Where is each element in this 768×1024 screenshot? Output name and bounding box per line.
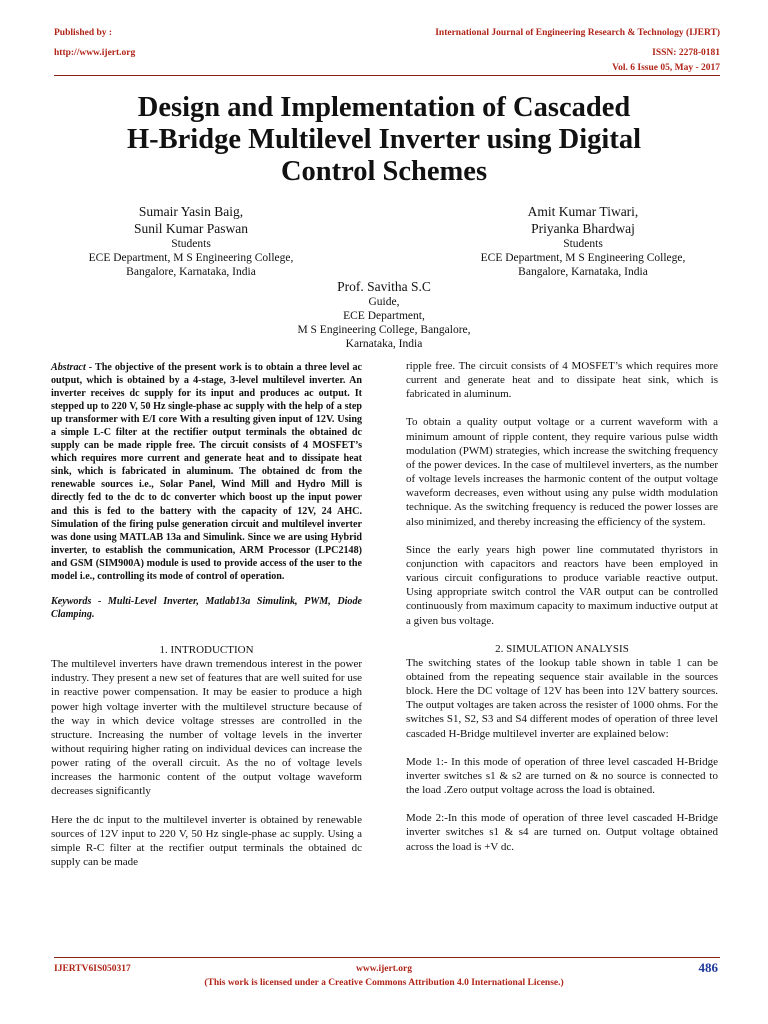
left-column: [51, 361, 362, 869]
title-line-2: H-Bridge Multilevel Inverter using Digital: [126, 124, 641, 155]
body-paragraph: Since the early years high power line commutated thyristors in conjunction with capacitors and reactors have been employed in various circuit configurations to produce variable reactive output. Using appropriate switch control the VAR output can be controlled continuously from maximum capacity to maximum inductive output at a given bus voltage.: [406, 543, 718, 627]
abstract-label: Abstract -: [51, 362, 93, 373]
author-name: Sunil Kumar Paswan: [134, 221, 248, 236]
paper-title: [60, 92, 708, 188]
footer-site-link[interactable]: www.ijert.org: [356, 964, 412, 974]
abstract: [51, 361, 362, 583]
guide-department: ECE Department,: [343, 310, 425, 322]
body-paragraph: ripple free. The circuit consists of 4 MOSFET’s which requires more current and generate heat and to dissipate heat sink, which is fabricated in aluminum.: [406, 360, 718, 401]
site-url-link[interactable]: http://www.ijert.org: [54, 48, 136, 58]
body-paragraph: To obtain a quality output voltage or a current waveform with a minimum amount of ripple content, they require various pulse width modulation (PWM) strategies, which increase the switching frequency of the power devices. In the case of multilevel inverters, as the number of voltage levels increases the harmonic content of the output voltage waveform decreases, even without using any pulse width modulation technique. As the switching frequency is reduced the power losses are also minimized, and thereby increasing the efficiency of the system.: [406, 416, 718, 528]
body-paragraph: Mode 2:-In this mode of operation of three level cascaded H-Bridge inverter switches s1 & s4 are turned on. Output voltage obtained across the load is +V dc.: [406, 812, 718, 853]
section-heading-simulation: 2. SIMULATION ANALYSIS: [495, 642, 629, 655]
license-notice: (This work is licensed under a Creative Commons Attribution 4.0 International License.): [204, 978, 564, 988]
right-column: [406, 359, 718, 854]
footer-divider: [54, 957, 720, 958]
guide-role: Guide,: [368, 296, 400, 308]
author-name: Priyanka Bhardwaj: [531, 221, 635, 236]
header-divider: [54, 75, 720, 76]
author-role: Students: [563, 238, 603, 250]
author-role: Students: [171, 238, 211, 250]
journal-name: International Journal of Engineering Research & Technology (IJERT): [435, 28, 720, 38]
author-block-guide: [264, 278, 504, 351]
keywords: Keywords - Multi-Level Inverter, Matlab13a Simulink, PWM, Diode Clamping.: [51, 595, 362, 620]
author-location: Bangalore, Karnataka, India: [518, 266, 648, 278]
intro-paragraph: The multilevel inverters have drawn tremendous interest in the power industry. They present a new set of features that are well suited for use in reactive power compensation. It may be easier to produce a high power high voltage inverter with the multilevel structure because of the way in which device voltage stresses are controlled in the structure. Increasing the number of voltage levels in the inverter without requiring higher rating on individual devices can increase the power rating of the overall circuit. As the no of voltage levels increases the harmonic content of the output voltage waveform decreases significantly: [51, 658, 362, 798]
issn-label: ISSN: 2278-0181: [652, 48, 720, 58]
author-department: ECE Department, M S Engineering College,: [88, 252, 294, 264]
guide-college: M S Engineering College, Bangalore,: [297, 324, 471, 336]
publisher-label: Published by :: [54, 28, 113, 38]
body-paragraph: The switching states of the lookup table shown in table 1 can be obtained from the repeating sequence stair available in the sources block. Here the DC voltage of 12V has been into 12V battery sources. The output voltages are taken across the resister of 1000 ohms. For the switches S1, S2, S3 and S4 different modes of operation of three level cascaded H-Bridge multilevel inverter are explained below:: [406, 656, 718, 740]
body-paragraph: Mode 1:- In this mode of operation of three level cascaded H-Bridge inverter switches s1 & s2 are turned on & no source is connected to the load .Zero output voltage across the load is obtained.: [406, 755, 718, 797]
author-name: Sumair Yasin Baig,: [138, 204, 244, 219]
guide-name: Prof. Savitha S.C: [337, 279, 431, 294]
title-line-3: Control Schemes: [280, 156, 488, 187]
author-location: Bangalore, Karnataka, India: [126, 266, 256, 278]
page-number: 486: [698, 960, 718, 975]
intro-paragraph: Here the dc input to the multilevel inverter is obtained by renewable sources of 12V input to 220 V, 50 Hz single-phase ac supply. Using a simple R-C filter at the rectifier output terminals the obtained dc supply can be made: [51, 813, 362, 869]
guide-location: Karnataka, India: [345, 338, 423, 350]
volume-label: Vol. 6 Issue 05, May - 2017: [612, 63, 720, 73]
abstract-text: The objective of the present work is to obtain a three level ac output, which is obtained by a 4-stage, 3-level multilevel inverter. An inverter receives dc supply for its input and produces ac output. It stepped up to 220 V, 50 Hz single-phase ac supply with the help of a step up transformer with E/I core With a resulting given input of 12V. Using a simple L-C filter at the rectifier output terminals the obtained dc supply can be made ripple free. The circuit consists of 4 MOSFET’s which requires more current and generate heat and to dissipate heat sink, which is fabricated in aluminum. The obtained dc from the renewable sources i.e., Solar Panel, Wind Mill and Hydro Mill is directly fed to the dc to dc converter which boost up the input power and this is fed to the battery with the capacity of 12V, 24 AHC. Simulation of the firing pulse generation circuit and multilevel inverter was done using MATLAB 13a and Simulink. Since we are using Hybrid inverter, to establish the communication, ARM Processor (LPC2148) and GSM (SIM900A) module is used to provide access of the user to the model i.e., controlling its mode of control of operation.: [51, 362, 363, 582]
section-heading-introduction: 1. INTRODUCTION: [159, 643, 254, 656]
author-block-right: [452, 203, 714, 279]
author-department: ECE Department, M S Engineering College,: [480, 252, 686, 264]
paper-id: IJERTV6IS050317: [54, 964, 131, 974]
author-name: Amit Kumar Tiwari,: [527, 204, 639, 219]
author-block-left: [60, 203, 322, 279]
title-line-1: Design and Implementation of Cascaded: [137, 92, 631, 123]
